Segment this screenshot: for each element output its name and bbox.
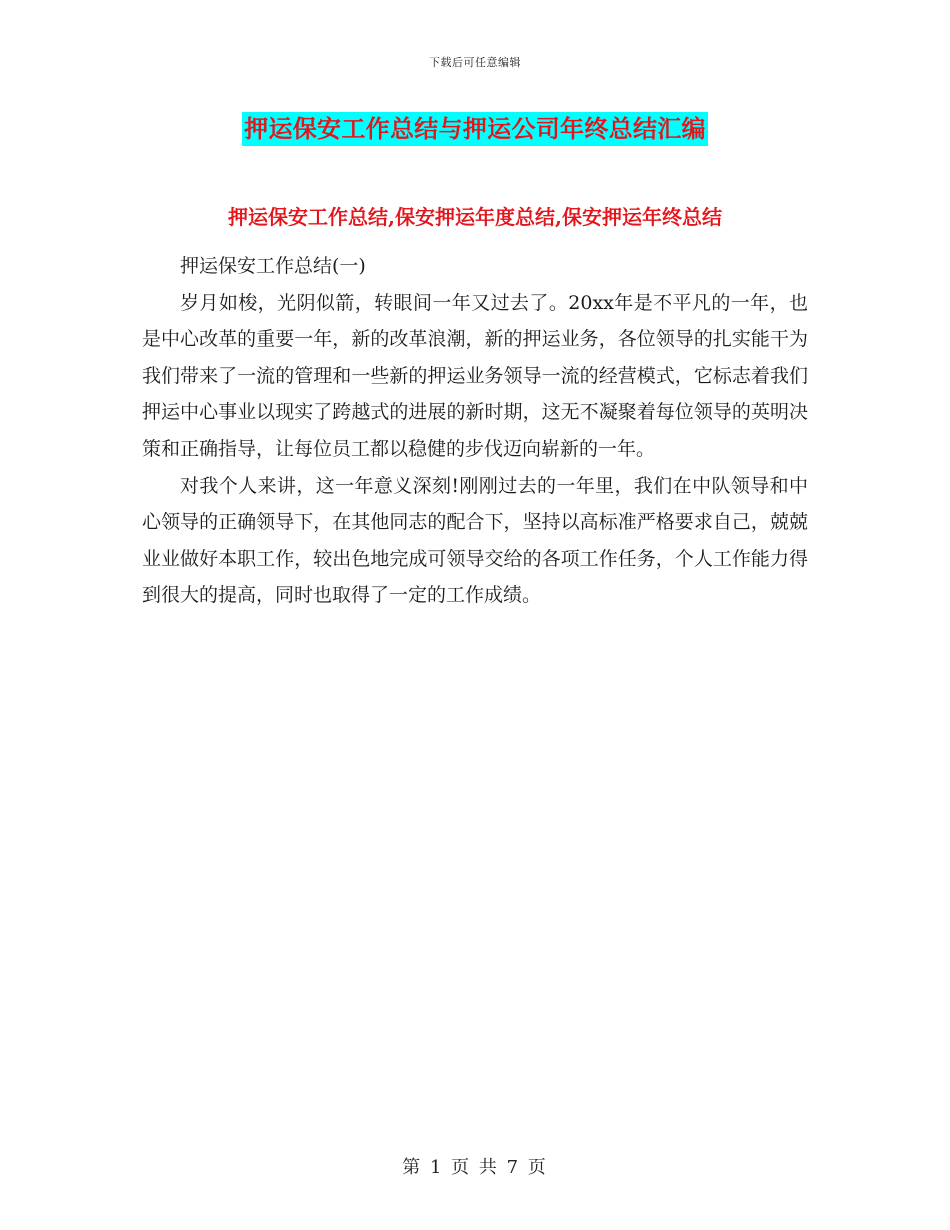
document-title: 押运保安工作总结与押运公司年终总结汇编 <box>242 112 708 146</box>
section-heading: 押运保安工作总结(一) <box>180 255 366 277</box>
body-paragraph: 岁月如梭，光阴似箭，转眼间一年又过去了。20xx年是不平凡的一年，也是中心改革的重要一年，新的改革浪潮，新的押运业务，各位领导的扎实能干为我们带来了一流的管理和一些新的押运业务领导一流的经营模式，它标志着我们押运中心事业以现实了跨越式的进展的新时期，这无不凝聚着每位领导的英明决策和正确指导，让每位员工都以稳健的步伐迈向崭新的一年。 <box>142 291 808 460</box>
title-container <box>0 112 950 146</box>
document-body <box>142 248 808 614</box>
document-subtitle: 押运保安工作总结,保安押运年度总结,保安押运年终总结 <box>228 205 722 229</box>
header-note: 下载后可任意编辑 <box>429 56 521 69</box>
page-footer: 第 1 页 共 7 页 <box>402 1157 548 1178</box>
body-paragraph: 对我个人来讲，这一年意义深刻!刚刚过去的一年里，我们在中队领导和中心领导的正确领导下，在其他同志的配合下，坚持以高标准严格要求自己，兢兢业业做好本职工作，较出色地完成可领导交给的各项工作任务，个人工作能力得到很大的提高，同时也取得了一定的工作成绩。 <box>142 474 808 607</box>
